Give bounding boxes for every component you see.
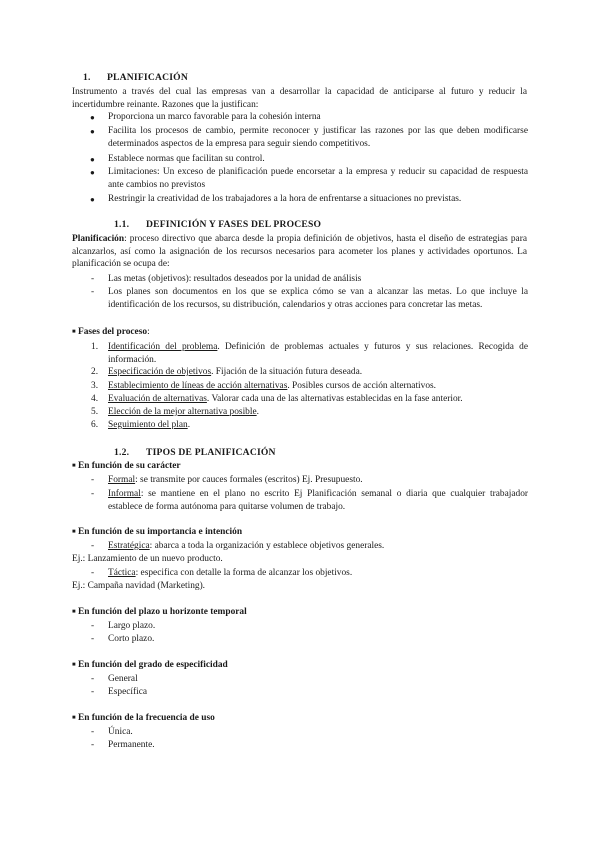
type-description: : especifica con detalle la forma de alcanzar los objetivos. [135, 568, 353, 578]
phase-description: . [187, 420, 191, 430]
bullet-icon: ● [90, 113, 95, 122]
list-item: Largo plazo. [108, 621, 156, 631]
definition-text: : proceso directivo que abarca desde la propia definición de objetivos, hasta el diseño de estrategias para alcanzarlos, así como la asignación de los recursos necesarios para acometer los planes y actividades oportunos. La planificación se ocupa de: [72, 234, 527, 270]
dash-marker: - [91, 287, 95, 297]
group-heading [72, 526, 242, 539]
phase-item [108, 393, 463, 406]
dash-marker: - [91, 475, 95, 485]
dash-marker: - [91, 621, 95, 631]
section-1-1-number: 1.1. [114, 219, 130, 230]
phase-number: 4. [91, 394, 99, 404]
group-label: En función de la frecuencia de uso [77, 713, 215, 723]
square-bullet-icon: ■ [72, 609, 76, 615]
list-item: Establece normas que facilitan su control. [108, 154, 265, 164]
square-bullet-icon: ■ [72, 662, 76, 668]
group-heading [72, 659, 228, 672]
group-label: En función de su importancia e intención [77, 527, 243, 537]
dash-marker: - [91, 727, 95, 737]
type-description: : abarca a toda la organización y establece objetivos generales. [149, 541, 385, 551]
square-bullet-icon: ■ [72, 715, 76, 721]
phase-number: 5. [91, 407, 99, 417]
section-1-title: PLANIFICACIÓN [107, 72, 188, 83]
example-line: Ej.: Campaña navidad (Marketing). [72, 581, 206, 591]
phase-number: 2. [91, 367, 99, 377]
section-1-number: 1. [83, 72, 91, 83]
type-description: : se mantiene en el plano no escrito Ej Planificación semanal o diaria que cualquier trabajador establece de forma autónoma para quitarse volumen de trabajo. [108, 489, 528, 512]
phase-item [108, 380, 436, 393]
type-name: Táctica [108, 568, 136, 578]
list-item: Las metas (objetivos): resultados deseados por la unidad de análisis [108, 274, 362, 284]
section-1-2-title: TIPOS DE PLANIFICACIÓN [146, 447, 276, 458]
phase-description: . Definición de problemas actuales y futuros y sus relaciones. Recogida de información. [108, 342, 528, 365]
phase-title: Evaluación de alternativas [108, 394, 207, 404]
definition-paragraph [72, 233, 527, 271]
list-item: Única. [108, 727, 133, 737]
phase-title: Seguimiento del plan [108, 420, 188, 430]
section-1-1-title: DEFINICIÓN Y FASES DEL PROCESO [146, 219, 322, 230]
square-bullet-icon: ■ [72, 529, 76, 535]
phase-description: . [256, 407, 259, 417]
phase-number: 1. [91, 342, 99, 352]
list-item: Facilita los procesos de cambio, permite reconocer y justificar las razones por las que deben modificarse determinados aspectos de la empresa para seguir siendo competitivos. [108, 126, 528, 149]
dash-marker: - [91, 674, 95, 684]
dash-marker: - [91, 740, 95, 750]
dash-marker: - [91, 489, 95, 499]
list-item: Proporciona un marco favorable para la cohesión interna [108, 112, 321, 122]
phase-item [108, 341, 528, 366]
bullet-icon: ● [90, 155, 95, 164]
square-bullet-icon: ■ [72, 463, 76, 469]
group-heading [72, 606, 247, 619]
dash-marker: - [91, 568, 95, 578]
section-1-intro: Instrumento a través del cual las empresas van a desarrollar la capacidad de anticiparse al futuro y reducir la incertidumbre reinante. Razones que la justifican: [72, 87, 527, 110]
list-item [108, 488, 528, 513]
list-item: Permanente. [108, 740, 155, 750]
list-item [108, 540, 384, 553]
dash-marker: - [91, 274, 95, 284]
phases-label: Fases del proceso [77, 327, 148, 337]
dash-marker: - [91, 541, 95, 551]
list-item: Limitaciones: Un exceso de planificación puede encorsetar a la empresa y reducir su capacidad de respuesta ante cambios no previstos [108, 167, 528, 190]
phase-title: Especificación de objetivos [108, 367, 212, 377]
type-name: Informal [108, 489, 141, 499]
list-item: Específica [108, 687, 148, 697]
list-item: Corto plazo. [108, 634, 155, 644]
phase-number: 3. [91, 381, 99, 391]
list-item [108, 567, 352, 580]
phase-description: . Valorar cada una de las alternativas establecidas en la fase anterior. [206, 394, 463, 404]
dash-marker: - [91, 634, 95, 644]
list-item: Restringir la creatividad de los trabajadores a la hora de enfrentarse a situaciones no previstas. [108, 194, 462, 204]
section-1-2-number: 1.2. [114, 447, 130, 458]
phase-title: Identificación del problema [108, 342, 218, 352]
phase-description: . Fijación de la situación futura deseada. [211, 367, 363, 377]
bullet-icon: ● [90, 195, 95, 204]
group-heading [72, 460, 181, 473]
square-bullet-icon: ■ [72, 329, 76, 335]
type-description: : se transmite por cauces formales (escritos) Ej. Presupuesto. [135, 475, 363, 485]
list-item: General [108, 674, 138, 684]
phases-heading [72, 326, 150, 339]
type-name: Formal [108, 475, 136, 485]
phase-item [108, 419, 190, 432]
group-label: En función del plazo u horizonte temporal [77, 607, 247, 617]
group-label: En función de su carácter [77, 461, 181, 471]
dash-marker: - [91, 687, 95, 697]
bullet-icon: ● [90, 168, 95, 177]
group-heading [72, 712, 215, 725]
phases-colon: : [147, 327, 150, 337]
list-item: Los planes son documentos en los que se explica cómo se van a alcanzar las metas. Lo que incluye la identificación de los recursos, su distribución, calendarios y otras acciones para concretar las metas. [108, 287, 528, 310]
phase-title: Elección de la mejor alternativa posible [108, 407, 257, 417]
phase-item [108, 406, 259, 419]
phase-description: . Posibles cursos de acción alternativos. [287, 381, 437, 391]
group-label: En función del grado de especificidad [77, 660, 228, 670]
bullet-icon: ● [90, 127, 95, 136]
phase-number: 6. [91, 420, 99, 430]
phase-item [108, 366, 362, 379]
list-item [108, 474, 363, 487]
example-line: Ej.: Lanzamiento de un nuevo producto. [72, 554, 223, 564]
definition-label: Planificación [72, 234, 125, 244]
type-name: Estratégica [108, 541, 150, 551]
phase-title: Establecimiento de líneas de acción alternativas [108, 381, 288, 391]
